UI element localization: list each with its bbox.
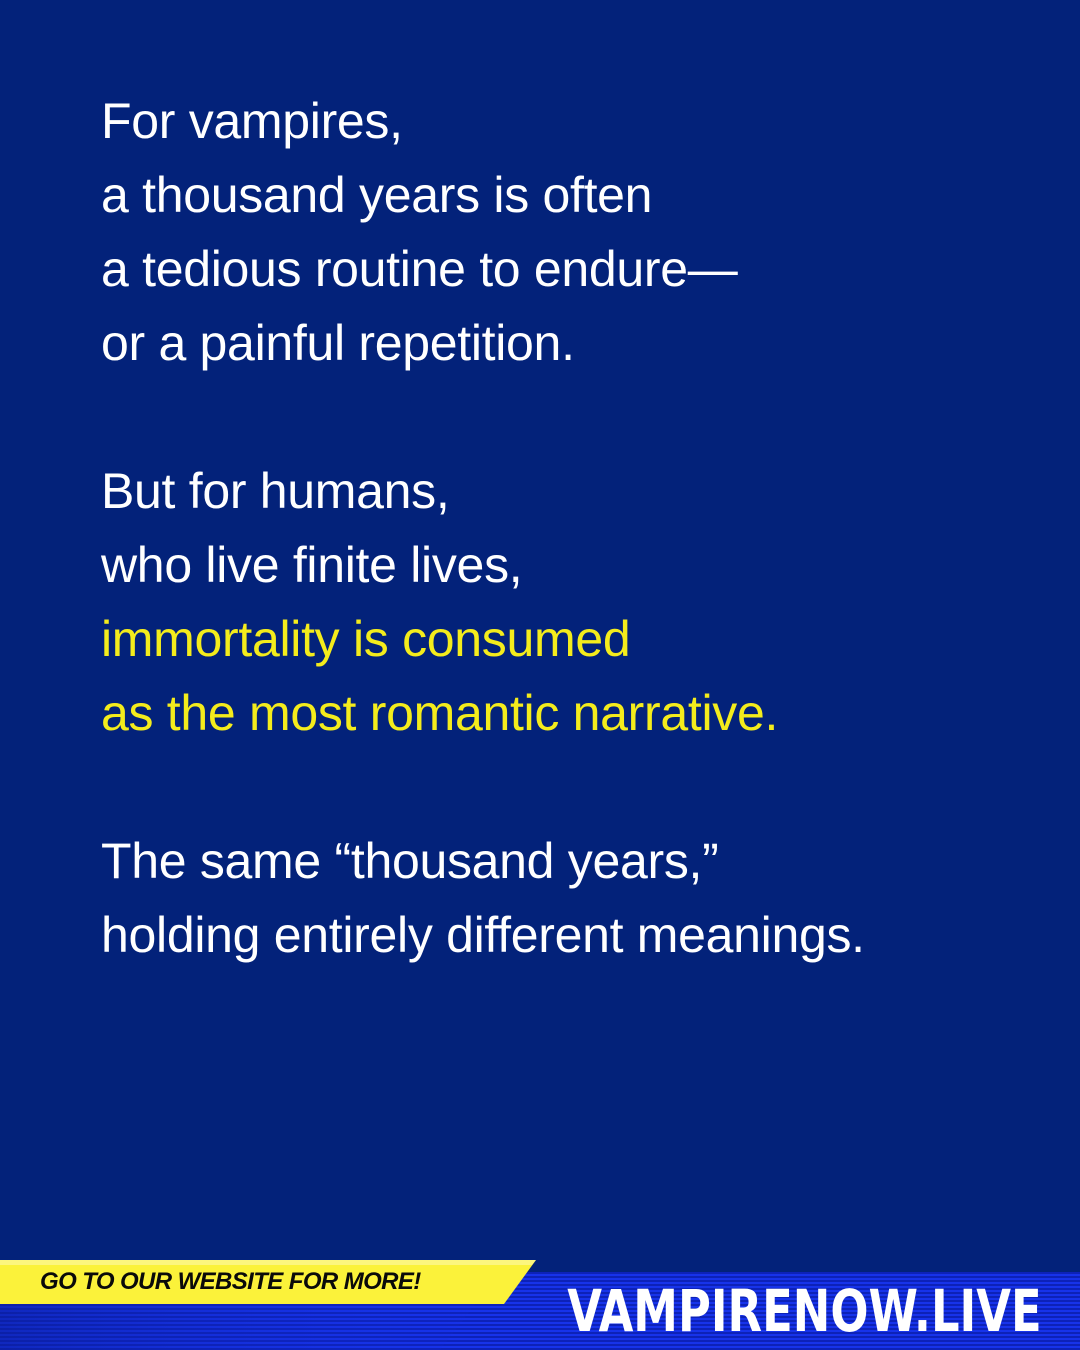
poem-line: a thousand years is often bbox=[101, 167, 653, 223]
stanza-humans bbox=[101, 454, 1041, 750]
stanza-meanings bbox=[101, 824, 1041, 972]
website-link[interactable]: VAMPIRENOW.LIVE bbox=[567, 1277, 1042, 1345]
poem-line: a tedious routine to endure— bbox=[101, 241, 738, 297]
poem-line: holding entirely different meanings. bbox=[101, 907, 865, 963]
highlighted-line: as the most romantic narrative. bbox=[101, 685, 779, 741]
highlighted-line: immortality is consumed bbox=[101, 611, 631, 667]
stanza-vampires bbox=[101, 84, 1041, 380]
poem-line: who live finite lives, bbox=[101, 537, 523, 593]
footer-banner bbox=[0, 1258, 1080, 1350]
poem-line: For vampires, bbox=[101, 93, 403, 149]
poem-line: or a painful repetition. bbox=[101, 315, 575, 371]
poem-text bbox=[101, 84, 1041, 1046]
poem-line: The same “thousand years,” bbox=[101, 833, 719, 889]
poem-line: But for humans, bbox=[101, 463, 450, 519]
cta-label[interactable]: GO TO OUR WEBSITE FOR MORE! bbox=[40, 1268, 421, 1295]
